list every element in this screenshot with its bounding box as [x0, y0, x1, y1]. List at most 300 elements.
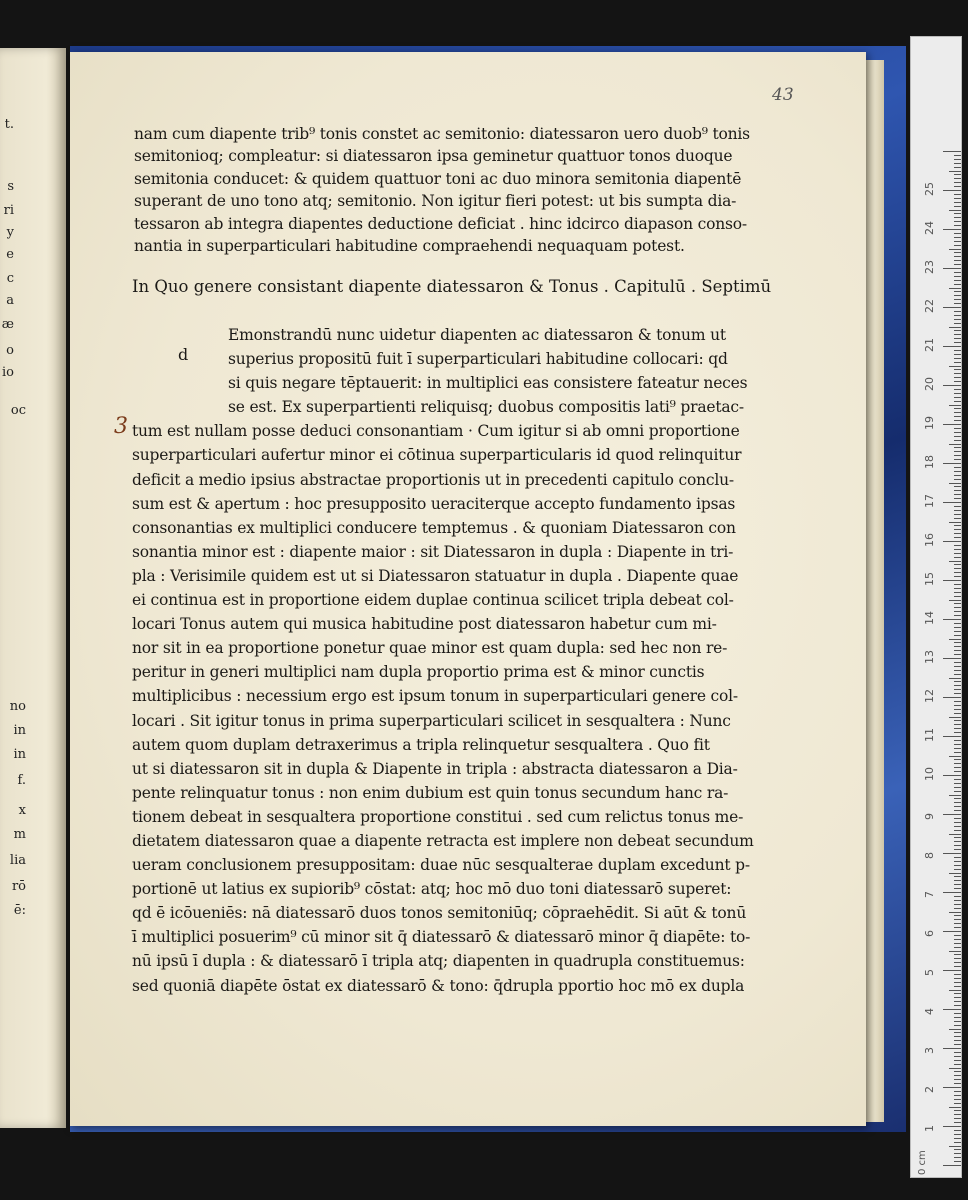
ruler-tick [954, 1095, 961, 1096]
ruler-tick [954, 284, 961, 285]
ruler-tick [954, 1005, 961, 1006]
ruler-tick [954, 670, 961, 671]
ruler-tick [954, 1052, 961, 1053]
ruler-tick [949, 795, 961, 796]
ruler-tick [943, 1087, 961, 1088]
left-page-fragment: m [13, 827, 26, 842]
ruler-tick [954, 935, 961, 936]
ruler-tick [949, 990, 961, 991]
ruler-number: 11 [923, 728, 936, 742]
ruler-tick [949, 405, 961, 406]
text-line: qd ē icōueniēs: nā diatessarō duos tonos semitoniūq; cōpraehēdit. Si aūt & tonū [132, 904, 747, 923]
ruler-tick [954, 857, 961, 858]
ruler-tick [954, 759, 961, 760]
ruler-tick [943, 1126, 961, 1127]
ruler-tick [954, 635, 961, 636]
ruler-tick [954, 447, 961, 448]
ruler-tick [954, 514, 961, 515]
ruler-number: 18 [923, 455, 936, 469]
page-block-edge [866, 60, 884, 1122]
ruler-tick [949, 873, 961, 874]
ruler-tick [954, 1079, 961, 1080]
ruler-tick [954, 568, 961, 569]
ruler-tick [954, 303, 961, 304]
ruler-number: 14 [923, 611, 936, 625]
text-line: superparticulari aufertur minor ei cōtinua superparticularis id quod relinquitur [132, 446, 742, 465]
text-line: deficit a medio ipsius abstractae proportionis ut in precedenti capitulo conclu- [132, 470, 734, 489]
ruler-tick [954, 557, 961, 558]
ruler-tick [943, 1165, 961, 1166]
ruler-tick [954, 837, 961, 838]
ruler-tick [954, 490, 961, 491]
left-page-fragment: ri [3, 203, 14, 218]
ruler-tick [954, 564, 961, 565]
ruler-tick [954, 416, 961, 417]
ruler-tick [954, 408, 961, 409]
ruler-tick [954, 1032, 961, 1033]
ruler-tick [954, 389, 961, 390]
ruler-tick [954, 537, 961, 538]
left-page-fragment: x [18, 803, 26, 818]
ruler-tick [954, 459, 961, 460]
ruler-tick [949, 678, 961, 679]
left-page-fragment: in [13, 723, 26, 738]
ruler-tick [954, 654, 961, 655]
ruler-tick [949, 639, 961, 640]
ruler-tick [954, 202, 961, 203]
ruler-tick [954, 572, 961, 573]
ruler-tick [954, 412, 961, 413]
ruler-tick [954, 627, 961, 628]
ruler-tick [954, 486, 961, 487]
ruler-tick [954, 646, 961, 647]
ruler-tick [954, 724, 961, 725]
left-page-fragment: f. [17, 773, 26, 788]
ruler-number: 23 [923, 260, 936, 274]
ruler-number: 9 [923, 813, 936, 820]
ruler-number: 4 [923, 1008, 936, 1015]
text-line: superant de uno tono atq; semitonio. Non igitur fieri potest: ut bis sumpta dia- [134, 192, 737, 211]
text-line: si quis negare tēptauerit: in multiplici eas consistere fateatur neces [228, 374, 748, 393]
guide-letter: d [178, 345, 189, 364]
ruler-tick [949, 1068, 961, 1069]
left-page-fragment: o [6, 343, 14, 358]
ruler-number: 12 [923, 689, 936, 703]
ruler-tick [954, 432, 961, 433]
ruler-tick [954, 869, 961, 870]
ruler-tick [943, 307, 961, 308]
text-line: locari . Sit igitur tonus in prima superparticulari scilicet in sesqualtera : Nunc [132, 711, 731, 730]
ruler-tick [954, 311, 961, 312]
ruler-tick [943, 1009, 961, 1010]
ruler-tick [943, 970, 961, 971]
ruler-tick [954, 525, 961, 526]
ruler-tick [954, 206, 961, 207]
facing-page-left [0, 48, 66, 1128]
ruler-tick [954, 919, 961, 920]
ruler-tick [954, 299, 961, 300]
ruler-tick [954, 455, 961, 456]
folio-number: 43 [772, 85, 794, 105]
ruler-tick [954, 997, 961, 998]
text-line: locari Tonus autem qui musica habitudine post diatessaron habetur cum mi- [132, 615, 717, 634]
ruler-tick [954, 1025, 961, 1026]
text-line: consonantias ex multiplici conducere temptemus . & quoniam Diatessaron con [132, 518, 736, 537]
ruler-tick [954, 904, 961, 905]
ruler-tick [954, 217, 961, 218]
ruler-number: 2 [923, 1086, 936, 1093]
ruler-tick [954, 280, 961, 281]
ruler-tick [954, 588, 961, 589]
ruler-number: 25 [923, 182, 936, 196]
ruler-tick [954, 213, 961, 214]
ruler-tick [954, 1056, 961, 1057]
left-page-fragment: a [6, 293, 14, 308]
ruler-number: 3 [923, 1047, 936, 1054]
ruler-tick [954, 518, 961, 519]
ruler-tick [954, 849, 961, 850]
ruler-tick [954, 479, 961, 480]
text-line: pla : Verisimile quidem est ut si Diatessaron statuatur in dupla . Diapente quae [132, 566, 739, 585]
ruler-tick [954, 369, 961, 370]
ruler-tick [954, 709, 961, 710]
ruler-number: 19 [923, 416, 936, 430]
ruler-tick [954, 915, 961, 916]
ruler-tick [954, 674, 961, 675]
ruler-tick [943, 463, 961, 464]
ruler-tick [954, 174, 961, 175]
text-line: superius propositū fuit ī superparticulari habitudine collocari: qd [228, 350, 728, 369]
ruler-tick [954, 681, 961, 682]
ruler-tick [954, 810, 961, 811]
ruler-tick [954, 642, 961, 643]
ruler-tick [954, 744, 961, 745]
left-page-fragment: in [13, 747, 26, 762]
ruler-tick [954, 549, 961, 550]
ruler-tick [954, 861, 961, 862]
ruler-tick [954, 401, 961, 402]
ruler-tick [954, 358, 961, 359]
ruler-tick [954, 592, 961, 593]
ruler-tick [954, 440, 961, 441]
chapter-heading: In Quo genere consistant diapente diatessaron & Tonus . Capitulū . Septimū [132, 277, 772, 296]
ruler-tick [954, 252, 961, 253]
ruler-tick [954, 958, 961, 959]
text-line: sed quoniā diapēte ōstat ex diatessarō & tono: q̄drupla pportio hoc mō ex dupla [132, 976, 745, 995]
ruler-tick [954, 1153, 961, 1154]
ruler-tick [954, 471, 961, 472]
ruler-tick [954, 1161, 961, 1162]
ruler-tick [954, 241, 961, 242]
ruler-tick [954, 256, 961, 257]
ruler-tick [954, 900, 961, 901]
ruler-tick [954, 865, 961, 866]
ruler-tick [954, 1091, 961, 1092]
ruler-tick [954, 362, 961, 363]
text-line: ut si diatessaron sit in dupla & Diapente in tripla : abstracta diatessaron a Dia- [132, 759, 738, 778]
measuring-ruler [910, 36, 962, 1178]
ruler-tick [954, 611, 961, 612]
ruler-tick [954, 806, 961, 807]
ruler-tick [954, 1114, 961, 1115]
ruler-tick [954, 685, 961, 686]
ruler-tick [954, 791, 961, 792]
left-page-fragment: oc [10, 403, 26, 418]
ruler-number: 21 [923, 338, 936, 352]
ruler-tick [954, 603, 961, 604]
ruler-tick [954, 596, 961, 597]
ruler-tick [954, 896, 961, 897]
ruler-number: 17 [923, 494, 936, 508]
ruler-tick [954, 1060, 961, 1061]
ruler-tick [943, 853, 961, 854]
ruler-tick [954, 420, 961, 421]
ruler-tick [954, 334, 961, 335]
ruler-tick [954, 1083, 961, 1084]
ruler-tick [954, 194, 961, 195]
text-line: pente relinquatur tonus : non enim dubium est quin tonus secundum hanc ra- [132, 783, 729, 802]
ruler-tick [954, 338, 961, 339]
ruler-tick [954, 330, 961, 331]
text-line: se est. Ex superpartienti reliquisq; duobus compositis lati⁹ praetac- [228, 398, 744, 417]
ruler-tick [954, 260, 961, 261]
ruler-tick [954, 666, 961, 667]
ruler-tick [954, 947, 961, 948]
ruler-tick [954, 1040, 961, 1041]
ruler-tick [954, 822, 961, 823]
ruler-tick [954, 428, 961, 429]
ruler-tick [949, 600, 961, 601]
ruler-tick [954, 1001, 961, 1002]
ruler-tick [954, 830, 961, 831]
ruler-tick [954, 689, 961, 690]
ruler-tick [954, 159, 961, 160]
ruler-tick [954, 993, 961, 994]
ruler-tick [954, 748, 961, 749]
ruler-tick [954, 397, 961, 398]
ruler-tick [954, 884, 961, 885]
ruler-tick [954, 237, 961, 238]
ruler-tick [954, 763, 961, 764]
ruler-tick [954, 533, 961, 534]
ruler-tick [943, 658, 961, 659]
left-page-fragment: rō [11, 879, 26, 894]
ruler-tick [954, 475, 961, 476]
text-line: nor sit in ea proportione ponetur quae minor est quam dupla: sed hec non re- [132, 639, 728, 658]
ruler-number: 7 [923, 891, 936, 898]
left-page-fragment: ē: [13, 903, 26, 918]
ruler-tick [954, 982, 961, 983]
ruler-tick [943, 190, 961, 191]
ruler-tick [943, 892, 961, 893]
ruler-tick [954, 1130, 961, 1131]
ruler-tick [954, 693, 961, 694]
ruler-number: 20 [923, 377, 936, 391]
left-page-fragment: c [6, 271, 14, 286]
ruler-tick [954, 319, 961, 320]
ruler-tick [943, 346, 961, 347]
text-line: semitonioq; compleatur: si diatessaron ipsa geminetur quattuor tonos duoque [134, 147, 733, 166]
ruler-tick [954, 826, 961, 827]
ruler-number: 10 [923, 767, 936, 781]
ruler-tick [954, 315, 961, 316]
ruler-tick [954, 1149, 961, 1150]
ruler-tick [954, 155, 961, 156]
ruler-tick [954, 342, 961, 343]
ruler-tick [954, 662, 961, 663]
text-line: tum est nullam posse deduci consonantiam · Cum igitur si ab omni proportione [132, 422, 740, 441]
ruler-tick [954, 377, 961, 378]
ruler-tick [954, 818, 961, 819]
ruler-tick [954, 954, 961, 955]
ruler-number: 1 [923, 1125, 936, 1132]
ruler-tick [954, 705, 961, 706]
ruler-tick [943, 268, 961, 269]
ruler-tick [954, 974, 961, 975]
ruler-tick [954, 880, 961, 881]
ruler-tick [943, 619, 961, 620]
ruler-tick [954, 966, 961, 967]
ruler-tick [954, 576, 961, 577]
text-line: peritur in generi multiplici nam dupla proportio prima est & minor cunctis [132, 663, 705, 682]
ruler-tick [954, 623, 961, 624]
text-line: nū ipsū ī dupla : & diatessarō ī tripla atq; diapenten in quadrupla constituemus: [132, 952, 745, 971]
ruler-tick [954, 986, 961, 987]
ruler-tick [954, 553, 961, 554]
ruler-tick [954, 701, 961, 702]
ruler-tick [954, 264, 961, 265]
left-page-fragment: æ [1, 317, 14, 332]
ruler-tick [954, 510, 961, 511]
ruler-tick [954, 451, 961, 452]
ruler-tick [954, 607, 961, 608]
ruler-tick [949, 912, 961, 913]
text-line: ei continua est in proportione eidem duplae continua scilicet tripla debeat col- [132, 591, 734, 610]
ruler-tick [954, 631, 961, 632]
ruler-tick [954, 245, 961, 246]
ruler-tick [954, 1036, 961, 1037]
ruler-tick [949, 522, 961, 523]
ruler-tick [954, 1044, 961, 1045]
ruler-tick [949, 249, 961, 250]
ruler-tick [954, 1142, 961, 1143]
ruler-tick [949, 951, 961, 952]
ruler-tick [954, 876, 961, 877]
ruler-tick [949, 561, 961, 562]
ruler-tick [954, 1017, 961, 1018]
ruler-tick [949, 327, 961, 328]
ruler-tick [954, 841, 961, 842]
ruler-tick [943, 424, 961, 425]
ruler-tick [954, 1110, 961, 1111]
ruler-tick [954, 740, 961, 741]
ruler-tick [954, 783, 961, 784]
ruler-tick [954, 225, 961, 226]
ruler-tick [954, 291, 961, 292]
ruler-tick [954, 720, 961, 721]
ruler-tick [954, 498, 961, 499]
left-page-fragment: lia [9, 853, 26, 868]
ruler-tick [954, 802, 961, 803]
ruler-tick [954, 182, 961, 183]
ruler-number: 24 [923, 221, 936, 235]
ruler-tick [954, 221, 961, 222]
ruler-tick [949, 210, 961, 211]
ruler-tick [954, 167, 961, 168]
ruler-tick [954, 1138, 961, 1139]
ruler-tick [954, 198, 961, 199]
ruler-tick [954, 276, 961, 277]
ruler-tick [943, 541, 961, 542]
ruler-tick [954, 584, 961, 585]
ruler-tick [949, 717, 961, 718]
ruler-tick [954, 908, 961, 909]
text-line: dietatem diatessaron quae a diapente retracta est implere non debeat secundum [132, 831, 754, 850]
ruler-tick [949, 444, 961, 445]
ruler-tick [954, 779, 961, 780]
text-line: Emonstrandū nunc uidetur diapenten ac diatessaron & tonum ut [228, 326, 726, 344]
ruler-tick [949, 171, 961, 172]
ruler-tick [954, 381, 961, 382]
ruler-tick [954, 1099, 961, 1100]
ruler-tick [954, 1134, 961, 1135]
ruler-number: 22 [923, 299, 936, 313]
left-page-fragment: no [9, 699, 26, 714]
ruler-number: 8 [923, 852, 936, 859]
ruler-tick [954, 373, 961, 374]
ruler-tick [954, 467, 961, 468]
ruler-number: 15 [923, 572, 936, 586]
ruler-tick [954, 545, 961, 546]
ruler-tick [943, 931, 961, 932]
ruler-tick [954, 529, 961, 530]
left-page-fragment: io [2, 365, 14, 380]
ruler-tick [954, 436, 961, 437]
text-line: ī multiplici posuerim⁹ cū minor sit q̄ diatessarō & diatessarō minor q̄ diapēte: to- [132, 928, 751, 947]
text-line: portionē ut latius ex supiorib⁹ cōstat: atq; hoc mō duo toni diatessarō superet: [132, 880, 732, 899]
ruler-tick [943, 775, 961, 776]
text-line: autem quom duplam detraxerimus a tripla relinquetur sesqualtera . Quo fit [132, 735, 710, 754]
ruler-tick [954, 713, 961, 714]
ruler-tick [954, 927, 961, 928]
ruler-tick [954, 752, 961, 753]
text-line: tionem debeat in sesqualtera proportione constitui . sed cum relictus tonus me- [132, 807, 744, 826]
ruler-tick [954, 1075, 961, 1076]
ruler-tick [954, 1071, 961, 1072]
left-page-fragment: t. [4, 117, 14, 132]
text-line: ueram conclusionem presuppositam: duae nūc sesqualterae duplam excedunt p- [132, 856, 750, 875]
ruler-tick [943, 502, 961, 503]
ruler-tick [954, 771, 961, 772]
ruler-tick [949, 1146, 961, 1147]
ruler-tick [949, 288, 961, 289]
ruler-tick [954, 350, 961, 351]
ruler-tick [954, 732, 961, 733]
ruler-tick [943, 580, 961, 581]
ruler-unit-label: 0 cm [917, 1150, 928, 1175]
ruler-tick [954, 272, 961, 273]
text-line: semitonia conducet: & quidem quattuor toni ac duo minora semitonia diapentē [134, 169, 742, 188]
ruler-number: 16 [923, 533, 936, 547]
paragraph-2 [132, 323, 754, 998]
ruler-tick [949, 756, 961, 757]
ruler-tick [943, 697, 961, 698]
ruler-tick [954, 354, 961, 355]
text-line: nam cum diapente trib⁹ tonis constet ac semitonio: diatessaron uero duob⁹ tonis [134, 125, 750, 143]
ruler-tick [949, 1029, 961, 1030]
ruler-tick [954, 939, 961, 940]
ruler-tick [954, 178, 961, 179]
